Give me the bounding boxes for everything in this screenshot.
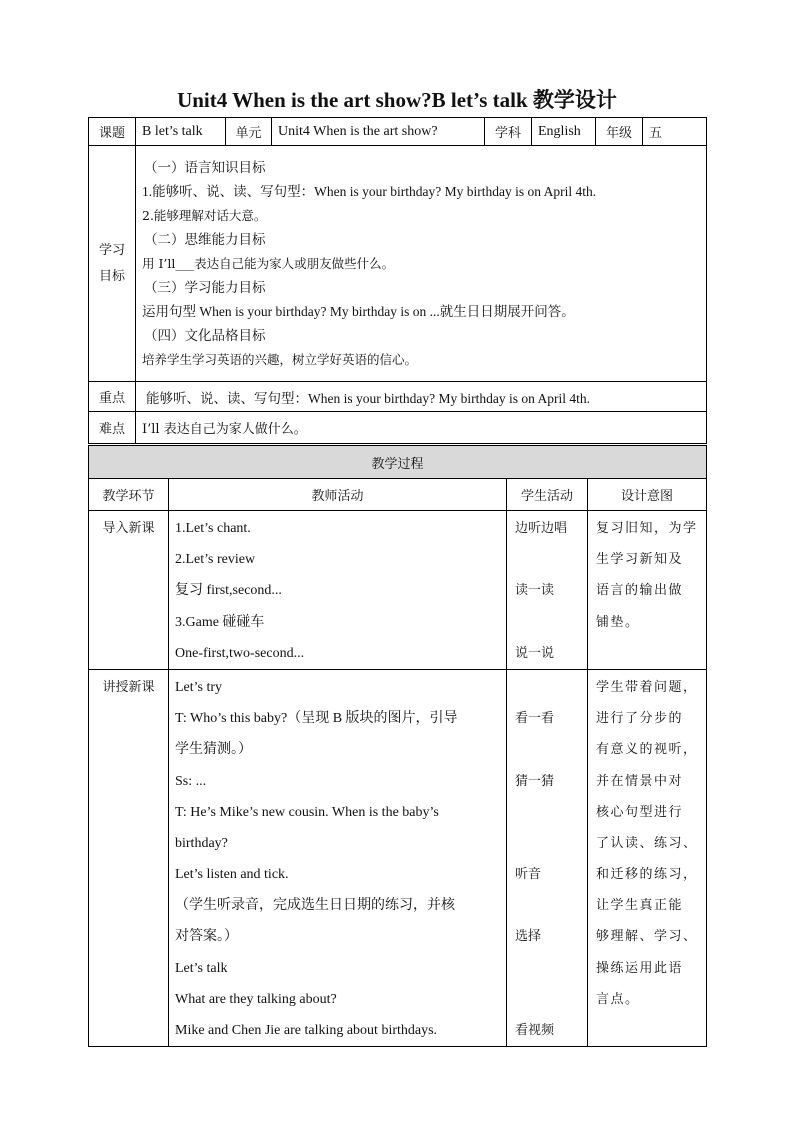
goals-label-line1: 学习 xyxy=(98,242,125,258)
header-student: 学生活动 xyxy=(507,479,588,511)
goal-line: 运用句型 When is your birthday? My birthday is on ...就生日日期展开问答。 xyxy=(142,303,575,319)
goal-line: 1.能够听、说、读、写句型：When is your birthday? My birthday is on April 4th. xyxy=(142,183,597,199)
key-point-value: 能够听、说、读、写句型：When is your birthday? My birthday is on April 4th. xyxy=(136,382,707,412)
teacher-line: Let’s try xyxy=(175,679,223,695)
goal-line: 2.能够理解对话大意。 xyxy=(142,207,267,223)
goal-heading-3: （三）学习能力目标 xyxy=(144,279,266,296)
intent-line: 核心句型进行 xyxy=(596,804,684,820)
subject-label: 学科 xyxy=(485,118,532,146)
intent-line: 了认读、练习、 xyxy=(596,835,698,851)
key-point-label: 重点 xyxy=(89,382,136,412)
student-line: 看视频 xyxy=(515,1023,555,1038)
topic-label: 课题 xyxy=(89,118,136,146)
teacher-line: What are they talking about? xyxy=(175,991,337,1007)
student-activity-new xyxy=(507,669,588,1046)
student-line xyxy=(507,828,587,859)
goals-content xyxy=(136,146,707,382)
intent-line: 复习旧知，为学 xyxy=(596,521,698,536)
topic-value: B let’s talk xyxy=(136,118,226,146)
intent-line: 学生带着问题， xyxy=(596,679,698,695)
student-line xyxy=(507,797,587,828)
student-line: 猜一猜 xyxy=(515,773,555,789)
goal-heading-4: （四）文化品格目标 xyxy=(144,327,266,344)
student-line xyxy=(507,953,587,984)
student-activity-intro xyxy=(507,511,588,670)
difficulty-value: I’ll 表达自己为家人做什么。 xyxy=(136,412,707,444)
design-intent-intro xyxy=(588,511,707,670)
student-line: 说一说 xyxy=(515,645,555,661)
intent-line xyxy=(588,638,706,669)
teacher-line: 复习 first,second... xyxy=(175,583,282,599)
teacher-activity-new xyxy=(169,669,507,1046)
intent-line: 生学习新知及 xyxy=(596,552,684,568)
goals-label-line2: 目标 xyxy=(98,268,125,284)
student-line xyxy=(507,984,587,1015)
intent-line: 有意义的视听， xyxy=(596,742,698,758)
process-section-title: 教学过程 xyxy=(89,446,707,479)
stage-new-cell xyxy=(89,669,169,1046)
document-title: Unit4 When is the art show?B let’s talk 教学设计 xyxy=(177,88,617,112)
teacher-line: Mike and Chen Jie are talking about birthdays. xyxy=(175,1023,438,1038)
goal-line: 培养学生学习英语的兴趣，树立学好英语的信心。 xyxy=(142,351,418,367)
student-line xyxy=(507,734,587,765)
teacher-line: 3.Game 碰碰车 xyxy=(175,614,265,630)
intent-line: 操练运用此语 xyxy=(596,960,684,976)
teacher-activity-intro xyxy=(169,511,507,670)
intent-line: 并在情景中对 xyxy=(596,773,684,789)
goal-heading-1: （一）语言知识目标 xyxy=(144,159,266,176)
header-intent: 设计意图 xyxy=(588,479,707,511)
teacher-line: T: Who’s this baby?（呈现 B 版块的图片，引导 xyxy=(175,711,458,727)
intent-line: 言点。 xyxy=(596,991,640,1007)
teacher-line: One-first,two-second... xyxy=(175,645,305,661)
stage-new: 讲授新课 xyxy=(102,679,155,695)
teacher-line: 学生猜测。） xyxy=(175,742,252,758)
teacher-line: 对答案。） xyxy=(175,929,238,945)
lesson-info-table xyxy=(88,117,707,444)
student-line xyxy=(507,607,587,638)
teacher-line: （学生听录音，完成选生日日期的练习，并核 xyxy=(175,898,455,914)
header-stage: 教学环节 xyxy=(89,479,169,511)
unit-label: 单元 xyxy=(226,118,272,146)
teacher-line: Let’s talk xyxy=(175,960,228,976)
teacher-line: 2.Let’s review xyxy=(175,552,256,568)
intent-line xyxy=(588,1015,706,1046)
design-intent-new xyxy=(588,669,707,1046)
student-line xyxy=(507,544,587,575)
student-line: 边听边唱 xyxy=(515,521,568,536)
student-line: 选择 xyxy=(515,929,542,945)
student-line: 读一读 xyxy=(515,583,555,599)
teacher-line: Ss: ... xyxy=(175,773,207,789)
intent-line: 和迁移的练习， xyxy=(596,867,698,883)
student-line: 看一看 xyxy=(515,711,555,727)
goals-label xyxy=(89,146,136,382)
goal-heading-2: （二）思维能力目标 xyxy=(144,231,266,248)
difficulty-label: 难点 xyxy=(89,412,136,444)
teacher-line: T: He’s Mike’s new cousin. When is the baby’s xyxy=(175,804,439,820)
stage-intro-cell xyxy=(89,511,169,670)
teacher-line: birthday? xyxy=(175,835,228,851)
student-line xyxy=(507,672,587,703)
stage-intro: 导入新课 xyxy=(102,521,155,536)
teacher-line: Let’s listen and tick. xyxy=(175,867,289,883)
intent-line: 进行了分步的 xyxy=(596,711,684,727)
goal-line: 用 I’ll___表达自己能为家人或朋友做些什么。 xyxy=(142,255,395,271)
teaching-process-table xyxy=(88,445,707,1047)
intent-line: 让学生真正能 xyxy=(596,898,684,914)
teacher-line: 1.Let’s chant. xyxy=(175,521,251,536)
header-teacher: 教师活动 xyxy=(169,479,507,511)
intent-line: 铺垫。 xyxy=(596,614,640,630)
subject-value: English xyxy=(532,118,596,146)
student-line xyxy=(507,890,587,921)
intent-line: 语言的输出做 xyxy=(596,583,684,599)
grade-value: 五 xyxy=(643,118,707,146)
unit-value: Unit4 When is the art show? xyxy=(272,118,485,146)
student-line: 听音 xyxy=(515,867,542,883)
intent-line: 够理解、学习、 xyxy=(596,929,698,945)
grade-label: 年级 xyxy=(596,118,643,146)
